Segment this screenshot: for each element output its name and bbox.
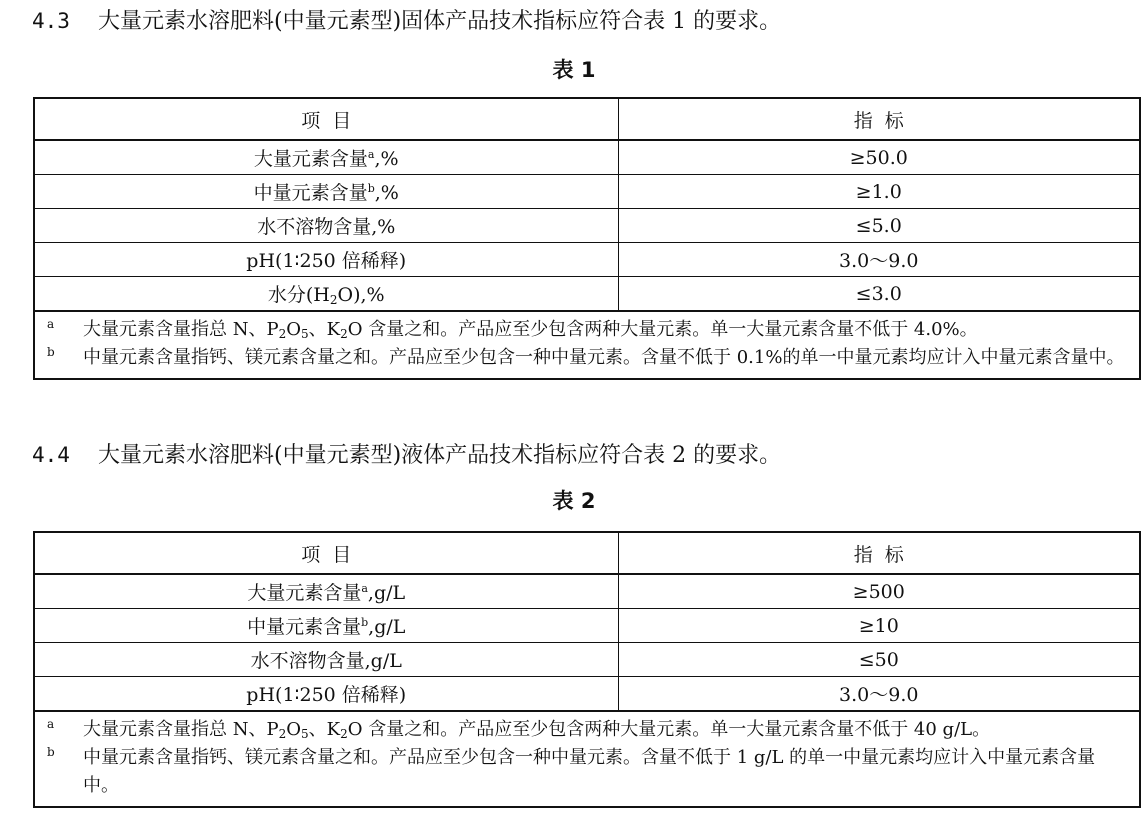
footnote-mark: a (361, 582, 368, 595)
note-subscript: 5 (301, 327, 309, 341)
table-header-row (34, 98, 1140, 140)
row-label (34, 677, 618, 712)
header-item-label: 项 目 (301, 109, 352, 132)
row-label-text: 中量元素含量 (253, 182, 368, 204)
row-unit: ,% (371, 216, 396, 238)
row-unit: ,% (360, 284, 385, 306)
row-value: ≥1.0 (618, 175, 1140, 209)
footnote-mark: b (367, 182, 375, 195)
table-notes (34, 711, 1140, 807)
note-text: 中量元素含量指钙、镁元素含量之和。产品应至少包含一种中量元素。含量不低于 1 g/L 的单一中量元素均应计入中量元素含量中。 (83, 747, 1096, 796)
note-subscript: 2 (340, 727, 348, 741)
table-row (34, 243, 1140, 277)
note-text: 中量元素含量指钙、镁元素含量之和。产品应至少包含一种中量元素。含量不低于 0.1%的单一中量元素均应计入中量元素含量中。 (83, 347, 1125, 368)
table-row (34, 609, 1140, 643)
table-1 (33, 97, 1141, 380)
clause-text: 大量元素水溶肥料(中量元素型)固体产品技术指标应符合表 1 的要求。 (98, 9, 782, 34)
table-row (34, 277, 1140, 312)
table-row (34, 574, 1140, 609)
footnote-mark: b (361, 616, 369, 629)
table-notes-row (34, 711, 1140, 807)
footnote-mark: a (47, 717, 55, 731)
row-label-text: 中量元素含量 (247, 616, 362, 638)
row-label (34, 574, 618, 609)
row-label (34, 277, 618, 312)
row-value: ≤5.0 (618, 209, 1140, 243)
footnote-mark: b (47, 345, 55, 359)
clause-4-4 (32, 441, 781, 470)
footnote-mark: a (367, 148, 375, 161)
formula-subscript: 2 (329, 293, 338, 307)
table-row (34, 643, 1140, 677)
note-text: O (286, 319, 301, 340)
clause-number: 4.3 (32, 9, 70, 33)
note-text: O (286, 719, 301, 740)
row-label (34, 609, 618, 643)
row-value: ≥500 (618, 574, 1140, 609)
formula-part: (H (305, 284, 330, 306)
footnote-mark: a (47, 317, 55, 331)
row-label-text: 大量元素含量 (247, 582, 362, 604)
note-subscript: 5 (301, 727, 309, 741)
row-label (34, 209, 618, 243)
note-text: 、K (308, 319, 341, 340)
row-label-text: 水不溶物含量 (250, 650, 365, 672)
header-index (618, 532, 1140, 574)
footnote-b (47, 344, 1131, 372)
footnote-a (47, 716, 1131, 744)
row-label-text: 水不溶物含量 (257, 216, 372, 238)
row-unit: ,g/L (364, 650, 402, 672)
note-subscript: 2 (278, 327, 287, 341)
note-text: 大量元素含量指总 N、P (83, 719, 279, 740)
note-text: 、K (308, 719, 341, 740)
row-label (34, 140, 618, 175)
row-value: ≤3.0 (618, 277, 1140, 312)
table-row (34, 677, 1140, 712)
row-label-text: 大量元素含量 (253, 148, 368, 170)
footnote-b (47, 744, 1131, 800)
header-index-label: 指 标 (853, 543, 904, 566)
row-unit: ,% (374, 148, 399, 170)
header-index (618, 98, 1140, 140)
row-label-text: pH(1∶250 倍稀释) (246, 250, 407, 272)
row-value: 3.0～9.0 (618, 243, 1140, 277)
footnote-a (47, 316, 1131, 344)
note-subscript: 2 (278, 727, 287, 741)
header-item (34, 532, 618, 574)
row-label (34, 243, 618, 277)
table-row (34, 140, 1140, 175)
clause-text: 大量元素水溶肥料(中量元素型)液体产品技术指标应符合表 2 的要求。 (98, 443, 782, 468)
note-text: O 含量之和。产品应至少包含两种大量元素。单一大量元素含量不低于 40 g/L。 (347, 719, 991, 740)
table-1-caption: 表 1 (552, 58, 596, 82)
header-item (34, 98, 618, 140)
row-value: ≤50 (618, 643, 1140, 677)
table-2-caption: 表 2 (552, 489, 596, 513)
table-notes-row (34, 311, 1140, 379)
note-text: O 含量之和。产品应至少包含两种大量元素。单一大量元素含量不低于 4.0%。 (347, 319, 978, 340)
row-value: ≥10 (618, 609, 1140, 643)
note-subscript: 2 (340, 327, 348, 341)
row-label (34, 643, 618, 677)
table-row (34, 175, 1140, 209)
row-unit: ,g/L (367, 582, 406, 604)
clause-4-3 (32, 7, 781, 36)
row-value: ≥50.0 (618, 140, 1140, 175)
header-index-label: 指 标 (853, 109, 904, 132)
table-row (34, 209, 1140, 243)
table-header-row (34, 532, 1140, 574)
header-item-label: 项 目 (301, 543, 352, 566)
row-value: 3.0～9.0 (618, 677, 1140, 712)
row-label-text: 水分 (267, 284, 306, 306)
footnote-mark: b (47, 745, 55, 759)
formula-part: O) (337, 284, 361, 306)
table-notes (34, 311, 1140, 379)
note-text: 大量元素含量指总 N、P (83, 319, 279, 340)
clause-number: 4.4 (32, 443, 70, 467)
row-label-text: pH(1∶250 倍稀释) (246, 684, 407, 706)
row-unit: ,g/L (368, 616, 406, 638)
table-2 (33, 531, 1141, 808)
row-unit: ,% (374, 182, 399, 204)
row-label (34, 175, 618, 209)
